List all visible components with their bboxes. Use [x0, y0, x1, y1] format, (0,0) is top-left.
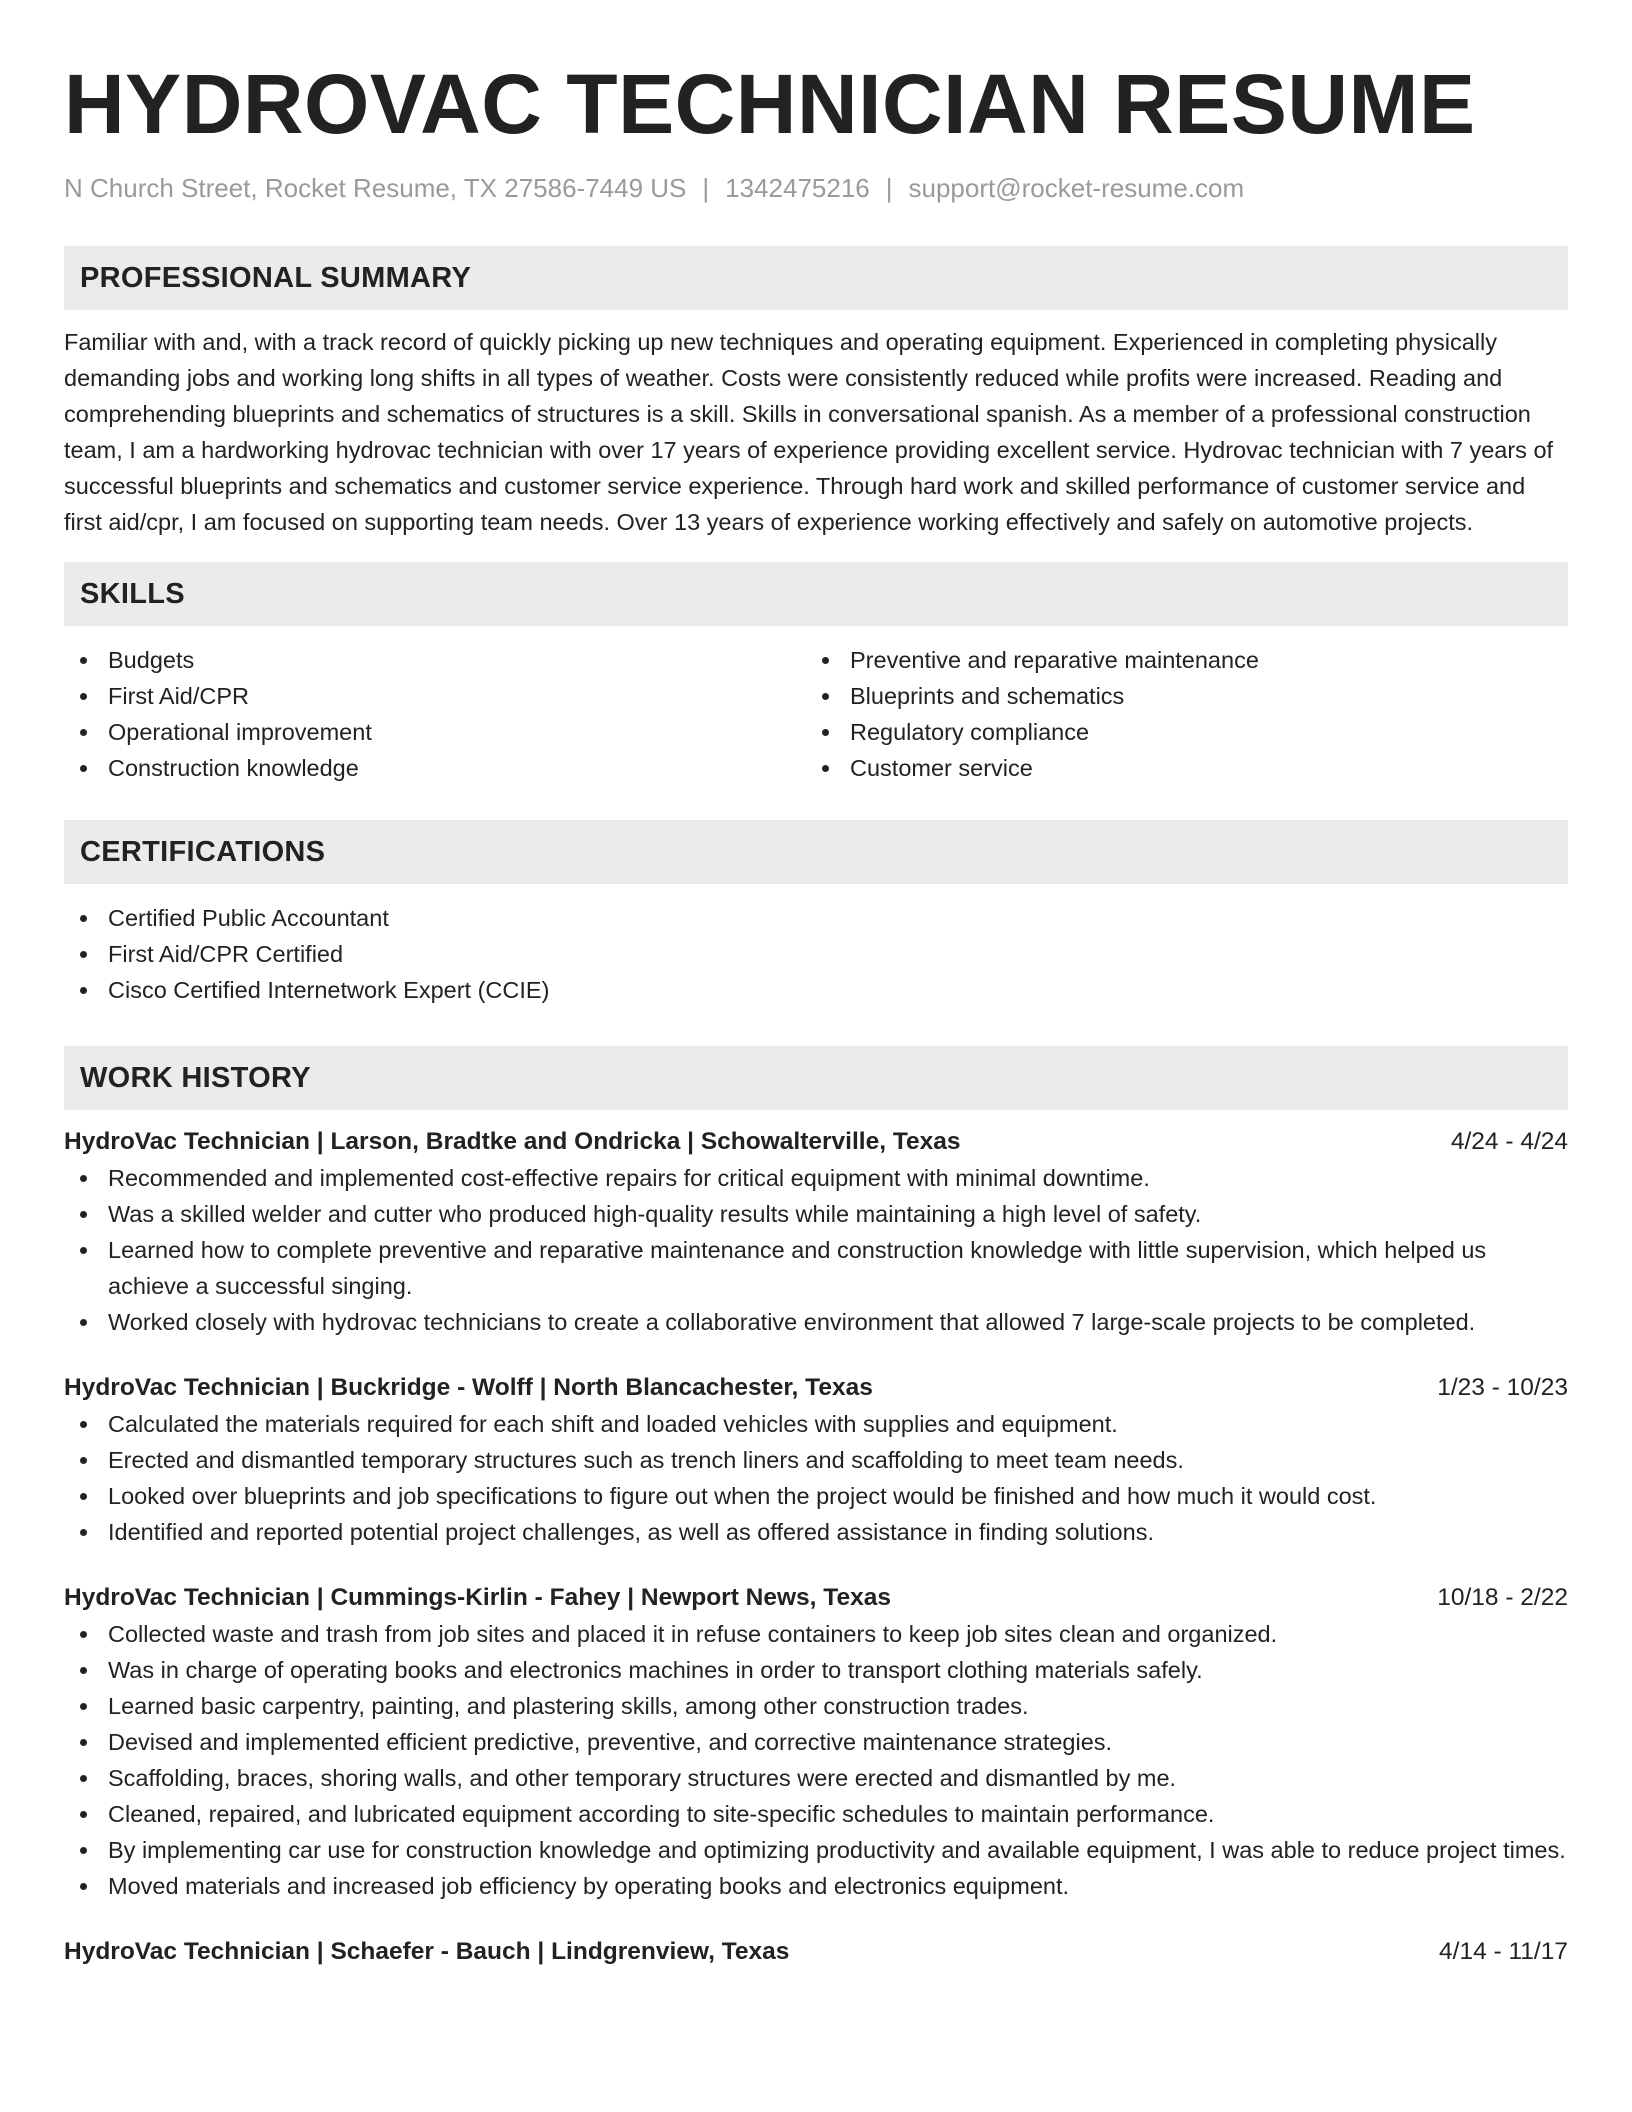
skills-column-left: [64, 642, 806, 786]
summary-heading: PROFESSIONAL SUMMARY: [64, 246, 1568, 310]
job-entry: [64, 1934, 1568, 1970]
certification-item: First Aid/CPR Certified: [64, 936, 1568, 972]
job-dates: 1/23 - 10/23: [1437, 1374, 1568, 1401]
job-header: [64, 1370, 1568, 1406]
job-duty: Worked closely with hydrovac technicians to create a collaborative environment that allowed 7 large-scale projects to be completed.: [64, 1304, 1568, 1340]
job-dates: 4/14 - 11/17: [1439, 1938, 1568, 1965]
job-duties: [64, 1160, 1568, 1340]
job-duty: By implementing car use for construction knowledge and optimizing productivity and available equipment, I was able to reduce project times.: [64, 1832, 1568, 1868]
job-duty: Recommended and implemented cost-effective repairs for critical equipment with minimal downtime.: [64, 1160, 1568, 1196]
job-duty: Was a skilled welder and cutter who produced high-quality results while maintaining a high level of safety.: [64, 1196, 1568, 1232]
certifications-list: [64, 900, 1568, 1008]
job-header: [64, 1580, 1568, 1616]
skill-item: Regulatory compliance: [806, 714, 1548, 750]
contact-line: [64, 170, 1568, 206]
certification-item: Certified Public Accountant: [64, 900, 1568, 936]
work-history-heading: WORK HISTORY: [64, 1046, 1568, 1110]
job-duty: Moved materials and increased job efficiency by operating books and electronics equipment.: [64, 1868, 1568, 1904]
contact-address: N Church Street, Rocket Resume, TX 27586-7449 US: [64, 173, 687, 203]
job-entry: [64, 1370, 1568, 1550]
job-duty: Looked over blueprints and job specifications to figure out when the project would be finished and how much it would cost.: [64, 1478, 1568, 1514]
job-entry: [64, 1124, 1568, 1340]
skills-list: [64, 642, 1568, 786]
skill-item: Operational improvement: [64, 714, 806, 750]
job-header: [64, 1124, 1568, 1160]
job-duty: Was in charge of operating books and electronics machines in order to transport clothing materials safely.: [64, 1652, 1568, 1688]
job-duty: Scaffolding, braces, shoring walls, and other temporary structures were erected and dismantled by me.: [64, 1760, 1568, 1796]
contact-separator: |: [702, 173, 710, 203]
job-dates: 10/18 - 2/22: [1437, 1584, 1568, 1611]
job-duty: Identified and reported potential project challenges, as well as offered assistance in finding solutions.: [64, 1514, 1568, 1550]
certification-item: Cisco Certified Internetwork Expert (CCIE): [64, 972, 1568, 1008]
job-duties: [64, 1616, 1568, 1904]
job-duty: Learned basic carpentry, painting, and plastering skills, among other construction trades.: [64, 1688, 1568, 1724]
skill-item: Budgets: [64, 642, 806, 678]
job-duty: Cleaned, repaired, and lubricated equipment according to site-specific schedules to maintain performance.: [64, 1796, 1568, 1832]
job-title: HydroVac Technician | Buckridge - Wolff | North Blancachester, Texas: [64, 1374, 873, 1401]
job-title: HydroVac Technician | Schaefer - Bauch | Lindgrenview, Texas: [64, 1938, 790, 1965]
job-duty: Erected and dismantled temporary structures such as trench liners and scaffolding to meet team needs.: [64, 1442, 1568, 1478]
contact-separator: |: [885, 173, 893, 203]
skill-item: Construction knowledge: [64, 750, 806, 786]
job-title: HydroVac Technician | Larson, Bradtke and Ondricka | Schowalterville, Texas: [64, 1128, 961, 1155]
resume-page: [64, 0, 1568, 1970]
job-dates: 4/24 - 4/24: [1450, 1128, 1568, 1155]
skill-item: Customer service: [806, 750, 1548, 786]
job-duties: [64, 1406, 1568, 1550]
resume-title: HYDROVAC TECHNICIAN RESUME: [64, 57, 1476, 151]
job-header: [64, 1934, 1568, 1970]
summary-text: Familiar with and, with a track record of quickly picking up new techniques and operating equipment. Experienced in completing physically demanding jobs and working long shifts in all types of weather. Costs were consistently reduced while profits were increased. Reading and comprehending blueprints and schematics of structures is a skill. Skills in conversational spanish. As a member of a professional construction team, I am a hardworking hydrovac technician with over 17 years of experience providing excellent service. Hydrovac technician with 7 years of successful blueprints and schematics and customer service experience. Through hard work and skilled performance of customer service and first aid/cpr, I am focused on supporting team needs. Over 13 years of experience working effectively and safely on automotive projects.: [64, 329, 1554, 535]
job-entry: [64, 1580, 1568, 1904]
skill-item: Preventive and reparative maintenance: [806, 642, 1548, 678]
job-duty: Collected waste and trash from job sites and placed it in refuse containers to keep job sites clean and organized.: [64, 1616, 1568, 1652]
skill-item: First Aid/CPR: [64, 678, 806, 714]
certifications-heading: CERTIFICATIONS: [64, 820, 1568, 884]
skill-item: Blueprints and schematics: [806, 678, 1548, 714]
job-duty: Calculated the materials required for each shift and loaded vehicles with supplies and equipment.: [64, 1406, 1568, 1442]
skills-column-right: [806, 642, 1548, 786]
skills-heading: SKILLS: [64, 562, 1568, 626]
job-duty: Devised and implemented efficient predictive, preventive, and corrective maintenance strategies.: [64, 1724, 1568, 1760]
contact-email[interactable]: support@rocket-resume.com: [908, 173, 1245, 203]
job-duty: Learned how to complete preventive and reparative maintenance and construction knowledge with little supervision, which helped us achieve a successful singing.: [64, 1232, 1568, 1304]
contact-phone: 1342475216: [725, 173, 870, 203]
job-title: HydroVac Technician | Cummings-Kirlin - Fahey | Newport News, Texas: [64, 1584, 891, 1611]
